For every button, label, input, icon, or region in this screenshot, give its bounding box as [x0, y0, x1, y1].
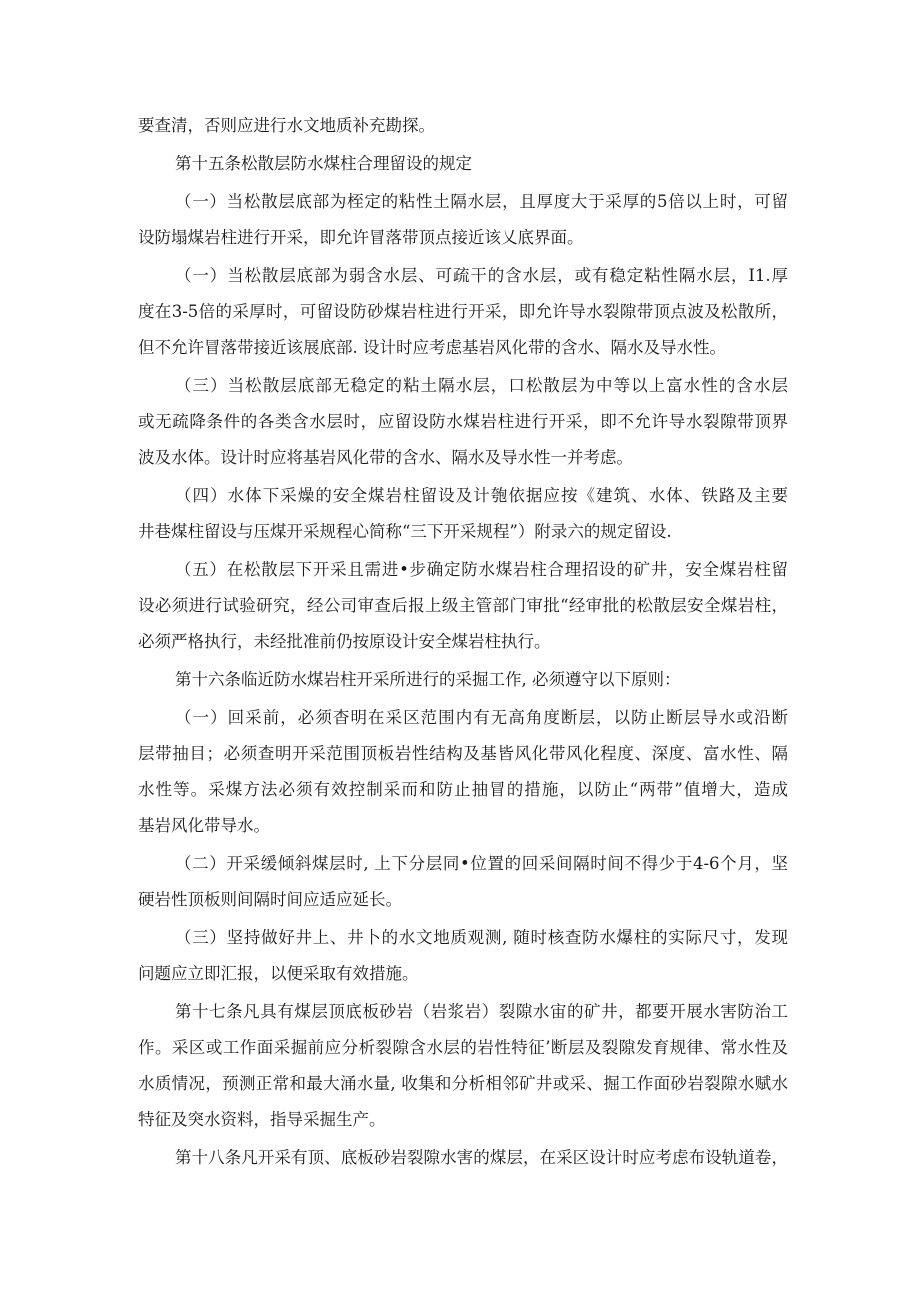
text-line: （二）开采缓倾斜煤层时, 上下分层同•位置的回采间隔时间不得少于4-6个月，坚	[175, 854, 788, 873]
text-line: 波及水体。设计时应将基岩风化带的含水、隔水及导水性一并考虑。	[138, 448, 633, 467]
text-line: 水性等。采煤方法必须有效控制采而和防止抽冒的措施，以防止“两带”值增大，造成	[138, 780, 788, 799]
text-line: （五）在松散层下开采且需进•步确定防水煤岩柱合理招设的矿井，安全煤岩柱留	[175, 560, 788, 579]
article-heading: 第十五条松散层防水煤柱合理留设的规定	[175, 154, 472, 173]
text-line: （三）坚持做好井上、井卜的水文地质观测, 随时核查防水爆柱的实际尺寸，发现	[175, 928, 788, 947]
text-line: 问题应立即汇报，以便采取有效措施。	[138, 964, 419, 983]
text-line: 度在3-5倍的采厚时，可留设防砂煤岩柱进行开采，即允许导水裂隙带顶点波及松散所，	[138, 302, 788, 321]
text-line: 或无疏降条件的各类含水层时，应留设防水煤岩柱进行开采，即不允许导水裂隙带顶界	[138, 412, 788, 431]
text-line: （一）当松散层底部为桎定的粘性土隔水层，且厚度大于采厚的5倍以上时，可留	[175, 192, 788, 211]
text-line: 设防塌煤岩柱进行开采，即允许冒落带顶点接近该乂底界面。	[138, 228, 584, 247]
article-heading: 第十八条凡开采有顶、底板砂岩裂隙水害的煤层，在采区设计时应考虑布设轨道卷，	[175, 1148, 788, 1167]
text-line: 要查清，否则应进行水文地质补充勘探。	[138, 116, 435, 135]
text-line: 硬岩性顶板则间隔时间应适应延长。	[138, 890, 402, 909]
article-heading: 第十七条凡具有煤层顶底板砂岩（岩浆岩）裂隙水宙的矿井，都要开展水害防治工	[175, 1002, 788, 1021]
text-line: 但不允许冒落带接近该展底部. 设计时应考虑基岩风化带的含水、隔水及导水性。	[138, 338, 726, 357]
text-line: 特征及突水资料，指导采掘生产。	[138, 1110, 386, 1129]
text-line: 水质情况，预测正常和最大涌水量, 收集和分析相邻矿井或采、掘工作面砂岩裂隙水赋水	[138, 1074, 788, 1093]
text-line: 设必须进行试验研究，经公司审查后报上级主管部门审批“经审批的松散层安全煤岩柱，	[138, 596, 788, 615]
text-line: 层带抽目；必须查明开采范围顶板岩性结构及基皆风化带风化程度、深度、富水性、隔	[138, 744, 788, 763]
text-line: （一）当松散层底部为弱含水层、可疏干的含水层，或有稳定粘性隔水层，I1.厚	[175, 266, 788, 285]
text-line: 基岩风化带导水。	[138, 816, 270, 835]
text-line: 井巷煤柱留设与压煤开采规程心简称“三下开采规程”）附录六的规定留设.	[138, 522, 672, 541]
text-line: （四）水体下采燥的安全煤岩柱留设及计匏依据应按《建筑、水体、铁路及主要	[175, 486, 788, 505]
article-heading: 第十六条临近防水煤岩柱开采所进行的采掘工作, 必须遵守以下原则：	[175, 670, 681, 689]
text-line: 作。采区或工作面采掘前应分析裂隙含水层的岩性特征’断层及裂隙发育规律、常水性及	[138, 1038, 788, 1057]
text-line: （三）当松散层底部无稳定的粘土隔水层，口松散层为中等以上富水性的含水层	[175, 376, 788, 395]
text-line: 必须严格执行，未经批准前仍按原设计安全煤岩柱执行。	[138, 632, 551, 651]
text-line: （一）回采前，必须杳明在采区范围内有无高角度断层，以防止断层导水或沿断	[175, 708, 788, 727]
